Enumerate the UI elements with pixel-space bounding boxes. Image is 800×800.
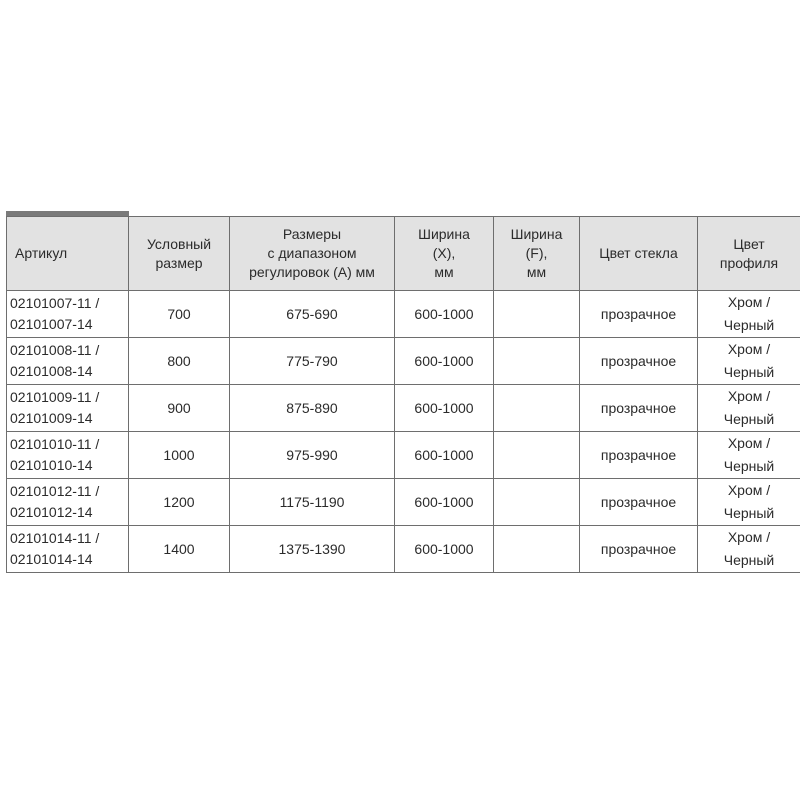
- cell-width-x: 600-1000: [395, 291, 494, 338]
- cell-glass-color: прозрачное: [580, 291, 698, 338]
- cell-nominal-size: 800: [129, 338, 230, 385]
- table-row: [7, 526, 800, 573]
- cell-dimensions: 1375-1390: [230, 526, 395, 573]
- cell-width-x: 600-1000: [395, 479, 494, 526]
- header-width-x: Ширина (Х), мм: [395, 217, 494, 291]
- cell-width-f: [494, 338, 580, 385]
- cell-article: 02101014-11 / 02101014-14: [7, 526, 129, 573]
- table-header-row: [7, 217, 800, 291]
- cell-width-f: [494, 291, 580, 338]
- cell-profile-color: Хром / Черный: [698, 432, 800, 479]
- cell-article: 02101007-11 / 02101007-14: [7, 291, 129, 338]
- table-row: [7, 385, 800, 432]
- cell-dimensions: 975-990: [230, 432, 395, 479]
- cell-width-f: [494, 432, 580, 479]
- header-dimensions: Размеры с диапазоном регулировок (А) мм: [230, 217, 395, 291]
- cell-article: 02101010-11 / 02101010-14: [7, 432, 129, 479]
- cell-profile-color: Хром / Черный: [698, 291, 800, 338]
- cell-width-f: [494, 479, 580, 526]
- product-spec-table: [6, 216, 800, 573]
- cell-nominal-size: 1000: [129, 432, 230, 479]
- cell-width-f: [494, 385, 580, 432]
- table-row: [7, 291, 800, 338]
- cell-glass-color: прозрачное: [580, 526, 698, 573]
- cell-glass-color: прозрачное: [580, 432, 698, 479]
- cell-dimensions: 1175-1190: [230, 479, 395, 526]
- cell-dimensions: 875-890: [230, 385, 395, 432]
- cell-article: 02101009-11 / 02101009-14: [7, 385, 129, 432]
- table-row: [7, 432, 800, 479]
- cell-nominal-size: 1400: [129, 526, 230, 573]
- cell-nominal-size: 700: [129, 291, 230, 338]
- header-nominal-size: Условный размер: [129, 217, 230, 291]
- cell-width-f: [494, 526, 580, 573]
- cell-glass-color: прозрачное: [580, 338, 698, 385]
- header-glass-color: Цвет стекла: [580, 217, 698, 291]
- cell-nominal-size: 900: [129, 385, 230, 432]
- cell-width-x: 600-1000: [395, 385, 494, 432]
- cell-profile-color: Хром / Черный: [698, 385, 800, 432]
- cell-profile-color: Хром / Черный: [698, 338, 800, 385]
- table-row: [7, 338, 800, 385]
- cell-article: 02101012-11 / 02101012-14: [7, 479, 129, 526]
- cell-nominal-size: 1200: [129, 479, 230, 526]
- cell-profile-color: Хром / Черный: [698, 479, 800, 526]
- header-article: Артикул: [7, 217, 129, 291]
- cell-dimensions: 775-790: [230, 338, 395, 385]
- header-profile-color: Цвет профиля: [698, 217, 800, 291]
- cell-article: 02101008-11 / 02101008-14: [7, 338, 129, 385]
- header-width-f: Ширина (F), мм: [494, 217, 580, 291]
- cell-width-x: 600-1000: [395, 338, 494, 385]
- cell-profile-color: Хром / Черный: [698, 526, 800, 573]
- cell-width-x: 600-1000: [395, 526, 494, 573]
- cell-glass-color: прозрачное: [580, 479, 698, 526]
- cell-glass-color: прозрачное: [580, 385, 698, 432]
- table-row: [7, 479, 800, 526]
- cell-dimensions: 675-690: [230, 291, 395, 338]
- cell-width-x: 600-1000: [395, 432, 494, 479]
